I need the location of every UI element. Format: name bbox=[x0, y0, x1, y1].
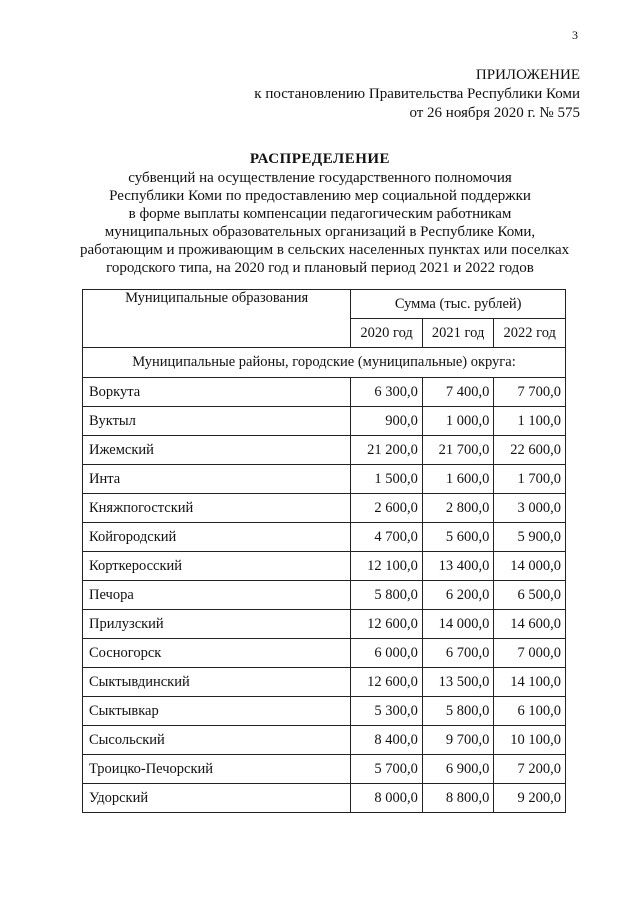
municipality-cell: Сысольский bbox=[83, 726, 351, 755]
value-2021-cell: 6 200,0 bbox=[422, 581, 494, 610]
table-row bbox=[83, 784, 566, 813]
section-row bbox=[83, 348, 566, 378]
value-2021-cell: 13 500,0 bbox=[422, 668, 494, 697]
value-2022-cell: 5 900,0 bbox=[494, 523, 566, 552]
subtitle-line: в форме выплаты компенсации педагогическим работникам bbox=[128, 206, 512, 222]
table-row bbox=[83, 552, 566, 581]
municipality-cell: Койгородский bbox=[83, 523, 351, 552]
table-row bbox=[83, 523, 566, 552]
value-2021-cell: 13 400,0 bbox=[422, 552, 494, 581]
value-2020-cell: 6 000,0 bbox=[351, 639, 423, 668]
municipality-cell: Сыктывдинский bbox=[83, 668, 351, 697]
value-2022-cell: 9 200,0 bbox=[494, 784, 566, 813]
municipality-cell: Инта bbox=[83, 465, 351, 494]
value-2022-cell: 7 200,0 bbox=[494, 755, 566, 784]
document-title: РАСПРЕДЕЛЕНИЕ bbox=[249, 151, 391, 167]
value-2021-cell: 14 000,0 bbox=[422, 610, 494, 639]
value-2022-cell: 1 100,0 bbox=[494, 407, 566, 436]
municipality-cell: Удорский bbox=[83, 784, 351, 813]
value-2020-cell: 2 600,0 bbox=[351, 494, 423, 523]
section-label: Муниципальные районы, городские (муниципальные) округа: bbox=[83, 348, 566, 378]
value-2022-cell: 10 100,0 bbox=[494, 726, 566, 755]
value-2020-cell: 5 300,0 bbox=[351, 697, 423, 726]
value-2020-cell: 12 600,0 bbox=[351, 610, 423, 639]
value-2021-cell: 9 700,0 bbox=[422, 726, 494, 755]
appendix-resolution-line: к постановлению Правительства Республики Коми bbox=[254, 86, 580, 102]
value-2022-cell: 7 000,0 bbox=[494, 639, 566, 668]
appendix-date-line: от 26 ноября 2020 г. № 575 bbox=[409, 105, 580, 121]
municipality-cell: Сосногорск bbox=[83, 639, 351, 668]
value-2020-cell: 6 300,0 bbox=[351, 378, 423, 407]
value-2022-cell: 6 100,0 bbox=[494, 697, 566, 726]
subtitle-line: муниципальных образовательных организаций в Республике Коми, bbox=[104, 224, 536, 240]
column-header-year-2021: 2021 год bbox=[422, 319, 494, 348]
value-2021-cell: 6 900,0 bbox=[422, 755, 494, 784]
value-2021-cell: 8 800,0 bbox=[422, 784, 494, 813]
table-row bbox=[83, 755, 566, 784]
subtitle-line: работающим и проживающим в сельских населенных пунктах или поселках bbox=[80, 242, 570, 258]
municipality-cell: Прилузский bbox=[83, 610, 351, 639]
value-2021-cell: 5 800,0 bbox=[422, 697, 494, 726]
subtitle-line: городского типа, на 2020 год и плановый период 2021 и 2022 годов bbox=[106, 260, 534, 276]
value-2021-cell: 5 600,0 bbox=[422, 523, 494, 552]
value-2022-cell: 22 600,0 bbox=[494, 436, 566, 465]
column-header-year-2022: 2022 год bbox=[494, 319, 566, 348]
subsidy-table bbox=[82, 289, 566, 813]
value-2021-cell: 7 400,0 bbox=[422, 378, 494, 407]
value-2021-cell: 1 000,0 bbox=[422, 407, 494, 436]
municipality-cell: Троицко-Печорский bbox=[83, 755, 351, 784]
municipality-cell: Княжпогостский bbox=[83, 494, 351, 523]
table-row bbox=[83, 697, 566, 726]
table-row bbox=[83, 581, 566, 610]
municipality-cell: Сыктывкар bbox=[83, 697, 351, 726]
value-2020-cell: 21 200,0 bbox=[351, 436, 423, 465]
value-2020-cell: 4 700,0 bbox=[351, 523, 423, 552]
subtitle-line: субвенций на осуществление государственного полномочия bbox=[128, 170, 512, 186]
value-2022-cell: 6 500,0 bbox=[494, 581, 566, 610]
page-number: 3 bbox=[572, 28, 578, 42]
table-row bbox=[83, 639, 566, 668]
table-row bbox=[83, 668, 566, 697]
value-2022-cell: 7 700,0 bbox=[494, 378, 566, 407]
value-2020-cell: 5 700,0 bbox=[351, 755, 423, 784]
value-2022-cell: 14 100,0 bbox=[494, 668, 566, 697]
table-row bbox=[83, 436, 566, 465]
value-2020-cell: 900,0 bbox=[351, 407, 423, 436]
value-2020-cell: 8 000,0 bbox=[351, 784, 423, 813]
subtitle-line: Республики Коми по предоставлению мер социальной поддержки bbox=[109, 188, 531, 204]
column-header-municipality: Муниципальные образования bbox=[83, 290, 351, 348]
value-2022-cell: 3 000,0 bbox=[494, 494, 566, 523]
value-2022-cell: 14 600,0 bbox=[494, 610, 566, 639]
value-2021-cell: 6 700,0 bbox=[422, 639, 494, 668]
municipality-cell: Вуктыл bbox=[83, 407, 351, 436]
table-row bbox=[83, 610, 566, 639]
value-2022-cell: 14 000,0 bbox=[494, 552, 566, 581]
table-row bbox=[83, 726, 566, 755]
document-title-block bbox=[80, 150, 570, 277]
municipality-cell: Корткеросский bbox=[83, 552, 351, 581]
table-row bbox=[83, 465, 566, 494]
municipality-cell: Воркута bbox=[83, 378, 351, 407]
value-2020-cell: 1 500,0 bbox=[351, 465, 423, 494]
value-2020-cell: 8 400,0 bbox=[351, 726, 423, 755]
table-row bbox=[83, 407, 566, 436]
municipality-cell: Печора bbox=[83, 581, 351, 610]
value-2022-cell: 1 700,0 bbox=[494, 465, 566, 494]
column-header-sum: Сумма (тыс. рублей) bbox=[351, 290, 566, 319]
column-header-year-2020: 2020 год bbox=[351, 319, 423, 348]
municipality-cell: Ижемский bbox=[83, 436, 351, 465]
table-header-row bbox=[83, 290, 566, 319]
appendix-label: ПРИЛОЖЕНИЕ bbox=[475, 67, 580, 83]
value-2020-cell: 5 800,0 bbox=[351, 581, 423, 610]
appendix-header bbox=[254, 66, 580, 123]
value-2020-cell: 12 100,0 bbox=[351, 552, 423, 581]
value-2020-cell: 12 600,0 bbox=[351, 668, 423, 697]
value-2021-cell: 2 800,0 bbox=[422, 494, 494, 523]
table-row bbox=[83, 494, 566, 523]
value-2021-cell: 21 700,0 bbox=[422, 436, 494, 465]
table-row bbox=[83, 378, 566, 407]
value-2021-cell: 1 600,0 bbox=[422, 465, 494, 494]
